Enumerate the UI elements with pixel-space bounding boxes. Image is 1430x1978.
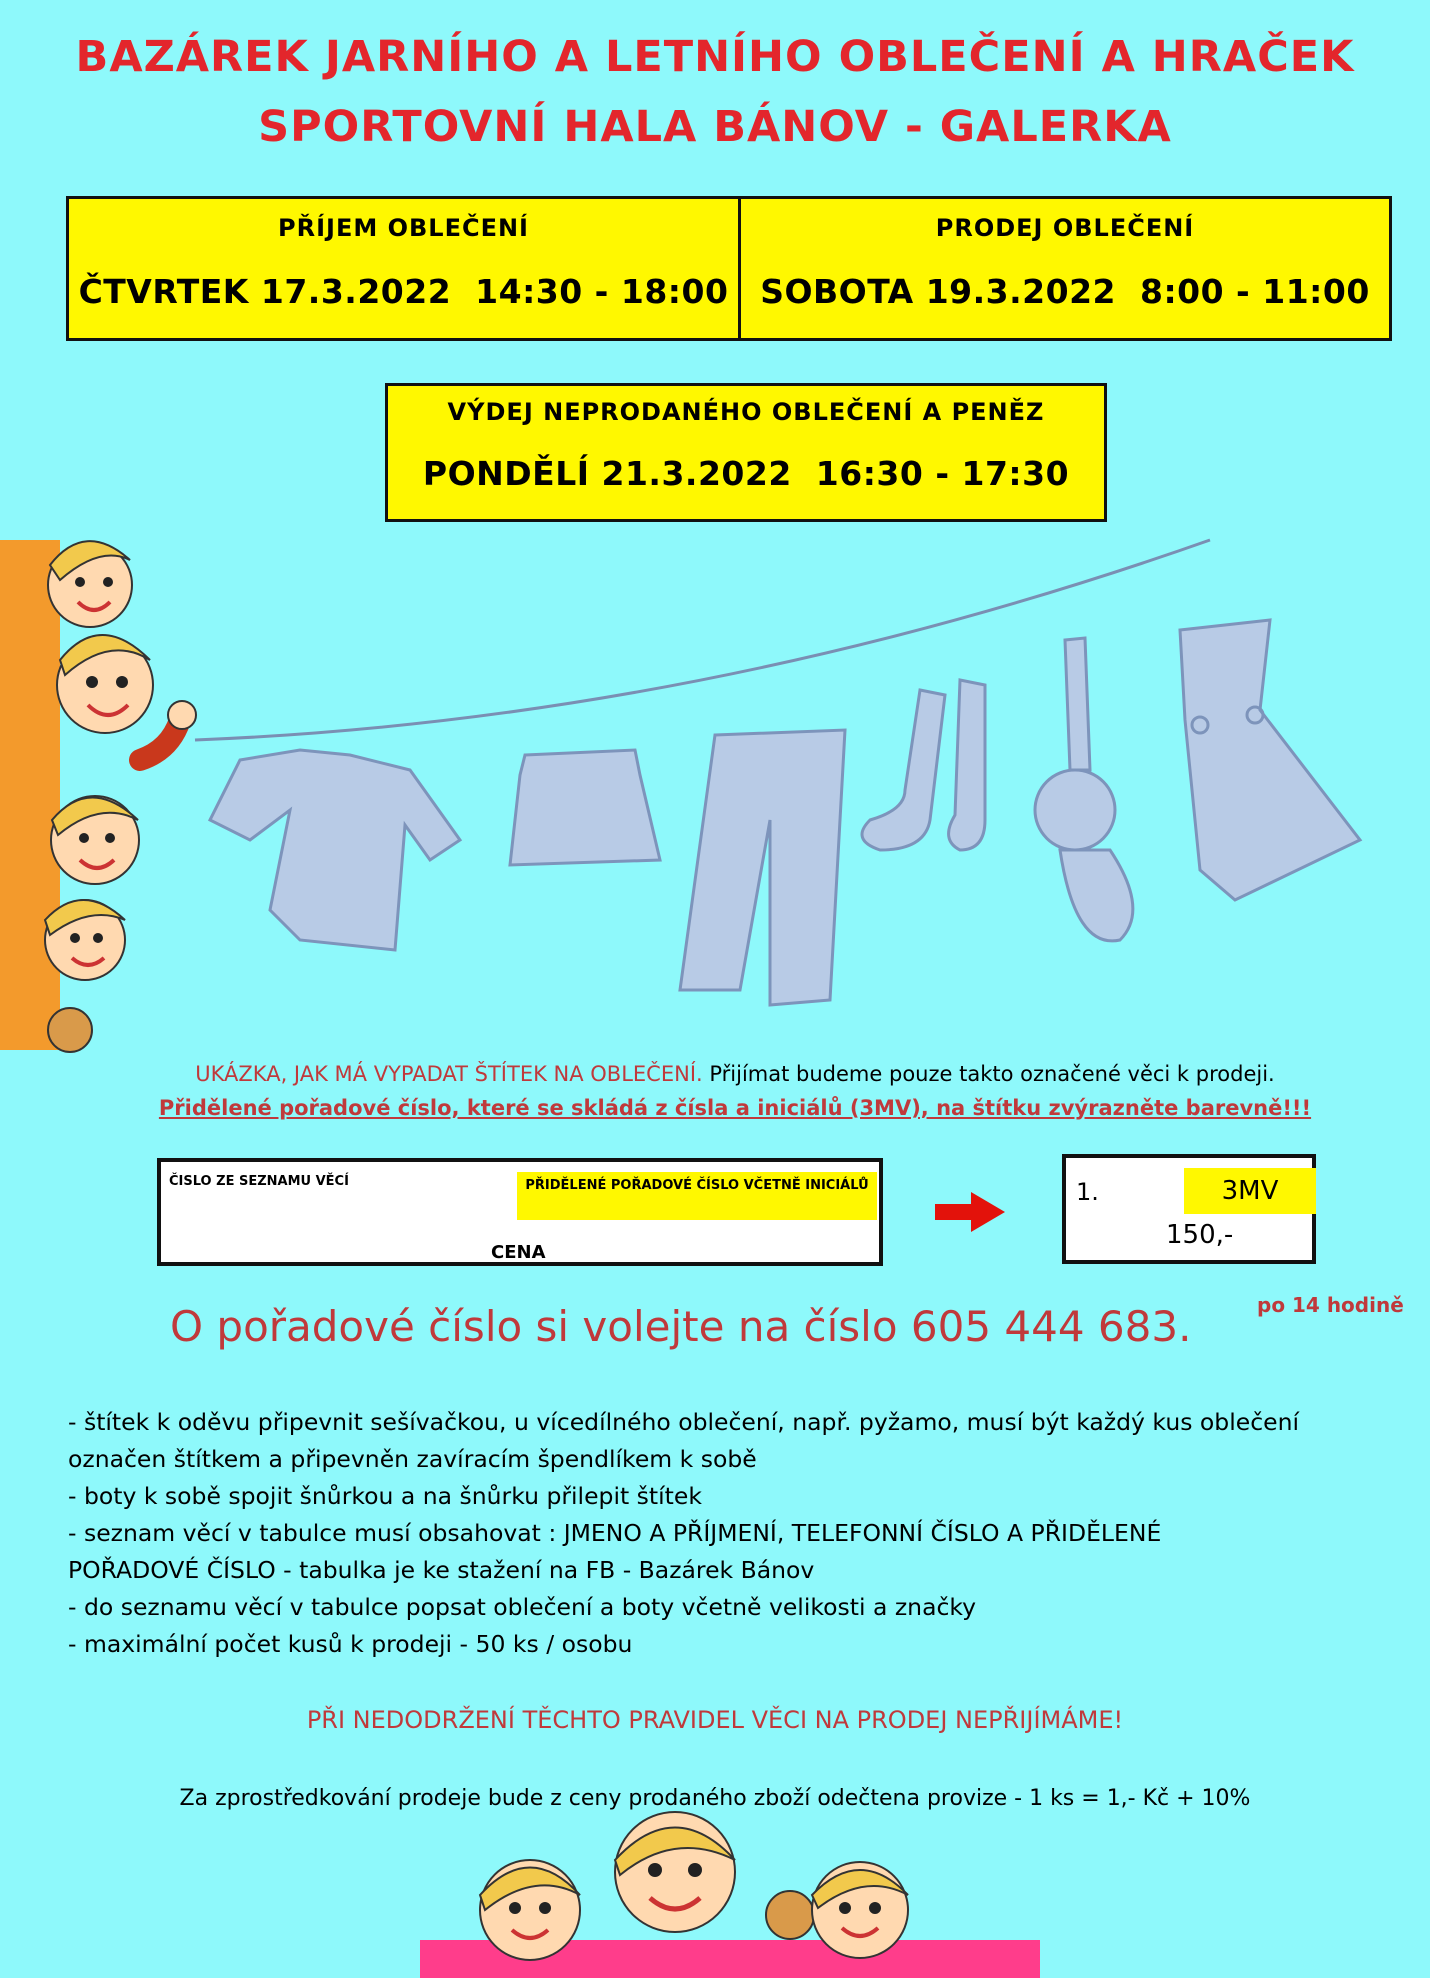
tag-example-number: 1. — [1076, 1178, 1099, 1206]
rule-line: označen štítkem a připevněn zavíracím špendlíkem k sobě — [68, 1445, 757, 1473]
clothesline-illustration — [0, 520, 1430, 1080]
dress-image — [1180, 620, 1360, 900]
title-line-1: BAZÁREK JARNÍHO A LETNÍHO OBLEČENÍ A HRAČEK — [75, 32, 1355, 82]
tag-note-highlight: Přidělené pořadové číslo, které se skládá z čísla a iniciálů (3MV), na štítku zvýrazněte barevně!!! — [158, 1096, 1312, 1120]
sale-box — [738, 196, 1392, 341]
tag-example-code: 3MV — [1184, 1168, 1316, 1214]
return-label: VÝDEJ NEPRODANÉHO OBLEČENÍ A PENĚZ — [447, 398, 1045, 426]
tag-assigned-label: PŘIDĚLENÉ POŘADOVÉ ČÍSLO VČETNĚ INICIÁLŮ — [517, 1172, 877, 1220]
rule-line: - maximální počet kusů k prodeji - 50 ks / osobu — [68, 1630, 633, 1658]
tag-example-price: 150,- — [1166, 1220, 1234, 1250]
tag-example-card — [1062, 1154, 1316, 1264]
return-time: PONDĚLÍ 21.3.2022 16:30 - 17:30 — [422, 454, 1070, 493]
rule-line: - seznam věcí v tabulce musí obsahovat : JMENO A PŘÍJMENÍ, TELEFONNÍ ČÍSLO A PŘIDĚLENÉ — [68, 1519, 1162, 1547]
rule-line: - do seznamu věcí v tabulce popsat oblečení a boty včetně velikosti a značky — [68, 1593, 977, 1621]
tag-note-caption: UKÁZKA, JAK MÁ VYPADAT ŠTÍTEK NA OBLEČENÍ. — [195, 1062, 703, 1086]
trousers-image — [680, 730, 845, 1005]
phone-instruction: O pořadové číslo si volejte na číslo 605 444 683. — [170, 1302, 1192, 1351]
tag-note — [110, 1062, 1360, 1086]
bunny-toy-image — [1035, 638, 1133, 941]
commission-note: Za zprostředkování prodeje bude z ceny prodaného zboží odečtena provize - 1 ks = 1,- Kč + 10% — [179, 1786, 1251, 1811]
intake-time: ČTVRTEK 17.3.2022 14:30 - 18:00 — [78, 272, 729, 311]
intake-box — [66, 196, 741, 341]
socks-image — [862, 680, 985, 850]
arrow-right-icon — [935, 1192, 1005, 1232]
tag-template-card — [157, 1158, 883, 1266]
peeking-kids-image — [0, 540, 196, 1052]
intake-label: PŘÍJEM OBLEČENÍ — [278, 214, 529, 242]
rules-list — [68, 1404, 1368, 1663]
sale-label: PRODEJ OBLEČENÍ — [935, 214, 1195, 242]
rule-line: - štítek k oděvu připevnit sešívačkou, u vícedílného oblečení, např. pyžamo, musí být každý kus oblečení — [68, 1408, 1300, 1436]
tag-price-label: CENA — [491, 1242, 546, 1263]
rule-line: POŘADOVÉ ČÍSLO - tabulka je ke stažení na FB - Bazárek Bánov — [68, 1556, 815, 1584]
rules-warning: PŘI NEDODRŽENÍ TĚCHTO PRAVIDEL VĚCI NA PRODEJ NEPŘIJÍMÁME! — [306, 1706, 1124, 1734]
bottom-kids-image — [420, 1800, 1040, 1978]
rule-line: - boty k sobě spojit šnůrkou a na šnůrku přilepit štítek — [68, 1482, 702, 1510]
phone-time-note: po 14 hodině — [1257, 1293, 1404, 1317]
tag-list-number-label: ČISLO ZE SEZNAMU VĚCÍ — [169, 1174, 349, 1189]
title-line-2: SPORTOVNÍ HALA BÁNOV - GALERKA — [258, 102, 1172, 152]
tshirt-image — [210, 750, 460, 950]
skirt-image — [510, 750, 660, 865]
tag-note-rest: Přijímat budeme pouze takto označené věci k prodeji. — [702, 1062, 1275, 1086]
sale-time: SOBOTA 19.3.2022 8:00 - 11:00 — [760, 272, 1370, 311]
return-box — [385, 383, 1107, 522]
